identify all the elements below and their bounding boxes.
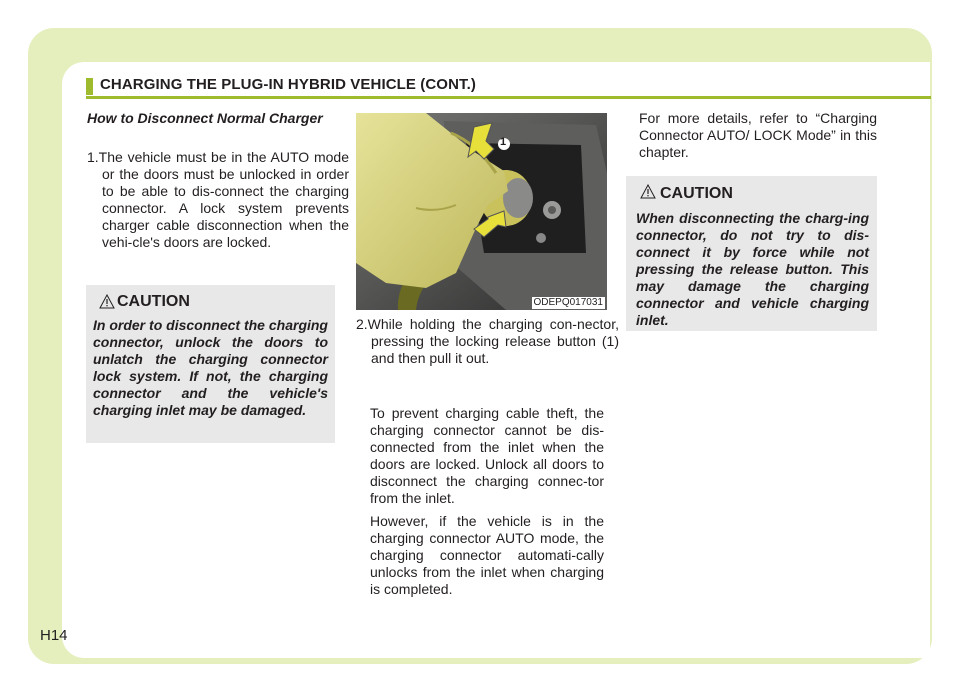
section-marker	[86, 78, 93, 95]
caution-box-left	[86, 285, 335, 443]
subheading: How to Disconnect Normal Charger	[87, 110, 323, 126]
page-number: H14	[40, 627, 68, 644]
warning-icon	[640, 184, 656, 199]
reference-text: For more details, refer to “Charging Connector AUTO/ LOCK Mode” in this chapter.	[639, 110, 877, 160]
caution-text: When disconnecting the charg-ing connector, do not try to dis-connect it by force while not pressing the release button. This may damage the charging connector and vehicle charging inlet.	[636, 210, 869, 328]
step-2: 2.While holding the charging con-nector, pressing the locking release button (1) and then pull it out.	[356, 316, 619, 366]
note-auto-mode: However, if the vehicle is in the charging connector AUTO mode, the charging connector automati-cally unlocks from the inlet when charging is completed.	[370, 513, 604, 597]
warning-icon	[99, 294, 115, 309]
caution-box-right	[626, 176, 877, 331]
caution-text: In order to disconnect the charging connector, unlock the doors to unlatch the charging connector lock system. If not, the charging connector and the vehicle's charging inlet may be damaged.	[93, 317, 328, 418]
section-rule	[86, 96, 931, 99]
caution-heading: CAUTION	[117, 293, 190, 310]
connector-illustration	[356, 113, 607, 310]
image-code: ODEPQ017031	[533, 297, 603, 308]
section-title: CHARGING THE PLUG-IN HYBRID VEHICLE (CONT.)	[100, 76, 476, 93]
charging-connector-photo	[356, 113, 607, 310]
note-theft: To prevent charging cable theft, the charging connector cannot be dis-connected from the inlet when the doors are locked. Unlock all doors to disconnect the charging connec-tor from the inlet.	[370, 405, 604, 506]
callout-number: 1	[500, 136, 507, 148]
step-1: 1.The vehicle must be in the AUTO mode or the doors must be unlocked in order to be able to dis-connect the charging connector. A lock system prevents charger cable disconnection when the vehi-cle's doors are locked.	[87, 149, 349, 250]
caution-heading: CAUTION	[660, 185, 733, 202]
